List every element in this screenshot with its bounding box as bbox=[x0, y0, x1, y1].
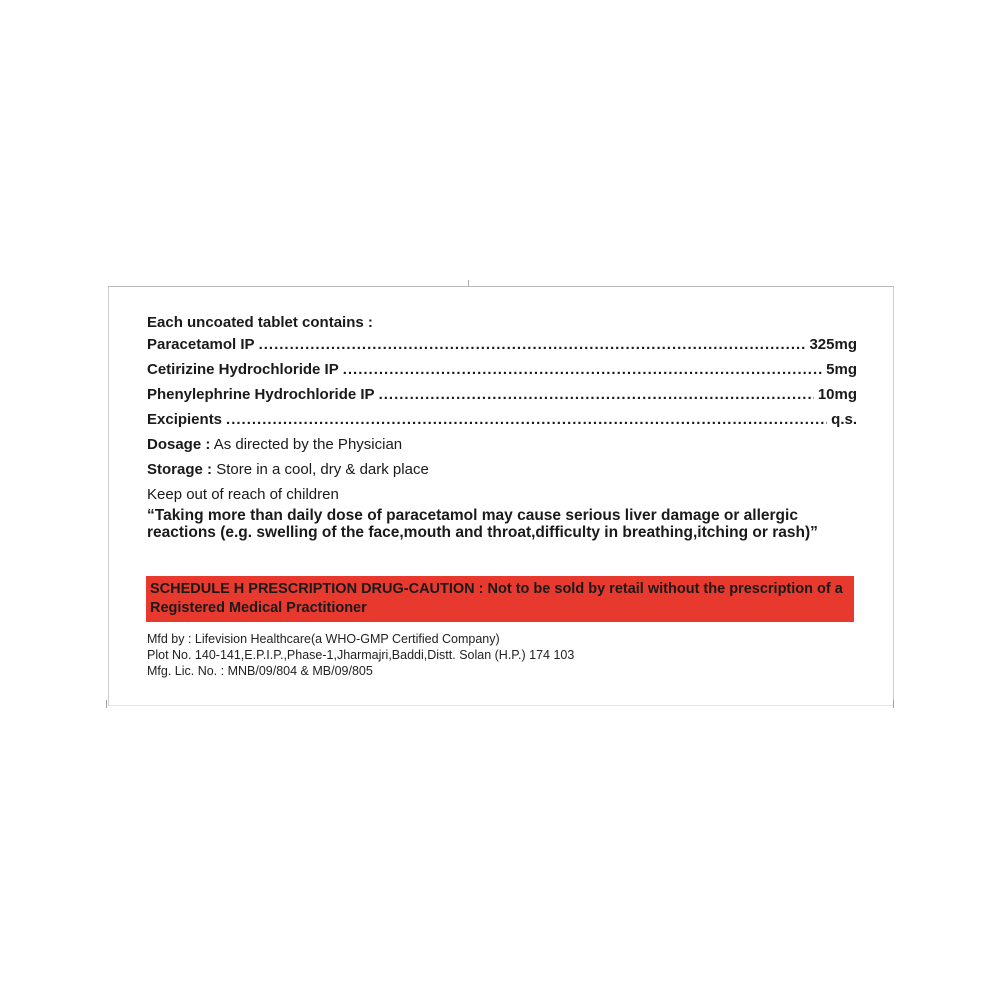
dot-leader bbox=[259, 336, 806, 354]
manufacturing-license: Mfg. Lic. No. : MNB/09/804 & MB/09/805 bbox=[147, 664, 373, 678]
storage-label: Storage : bbox=[147, 461, 213, 478]
ingredient-amount: 5mg bbox=[826, 361, 857, 378]
dosage-value: As directed by the Physician bbox=[213, 436, 403, 453]
dosage-row bbox=[147, 436, 857, 461]
ingredient-name: Cetirizine Hydrochloride IP bbox=[147, 361, 339, 378]
ingredient-amount: 10mg bbox=[817, 386, 857, 403]
dot-leader bbox=[379, 386, 814, 404]
ingredient-row-cetirizine bbox=[147, 361, 857, 386]
manufacturer-address: Plot No. 140-141,E.P.I.P.,Phase-1,Jharmajri,Baddi,Distt. Solan (H.P.) 174 103 bbox=[147, 648, 575, 662]
crop-mark-right bbox=[893, 700, 894, 708]
composition-section bbox=[147, 314, 857, 541]
dot-leader bbox=[226, 411, 827, 429]
keep-out-of-reach-note: Keep out of reach of children bbox=[147, 486, 339, 503]
composition-heading: Each uncoated tablet contains : bbox=[147, 314, 373, 331]
ingredient-row-paracetamol bbox=[147, 336, 857, 361]
ingredient-row-phenylephrine bbox=[147, 386, 857, 411]
storage-row bbox=[147, 461, 857, 486]
ingredient-name: Phenylephrine Hydrochloride IP bbox=[147, 386, 375, 403]
ingredient-name: Excipients bbox=[147, 411, 223, 428]
ingredient-amount: q.s. bbox=[831, 411, 857, 428]
storage-value: Store in a cool, dry & dark place bbox=[216, 461, 429, 478]
manufacturer-info bbox=[147, 631, 847, 679]
schedule-h-caution-banner bbox=[146, 576, 854, 622]
ingredient-row-excipients bbox=[147, 411, 857, 436]
manufacturer-line: Mfd by : Lifevision Healthcare(a WHO-GMP Certified Company) bbox=[147, 632, 500, 646]
crop-mark-left bbox=[106, 700, 107, 708]
ingredient-name: Paracetamol IP bbox=[147, 336, 255, 353]
caution-text: SCHEDULE H PRESCRIPTION DRUG-CAUTION : Not to be sold by retail without the prescription of a Registered Medical Practitioner bbox=[150, 581, 843, 616]
ingredient-amount: 325mg bbox=[809, 336, 857, 353]
paracetamol-warning: “Taking more than daily dose of paracetamol may cause serious liver damage or allergic reactions (e.g. swelling of the face,mouth and throat,difficulty in breathing,itching or rash)” bbox=[147, 507, 818, 541]
dosage-label: Dosage : bbox=[147, 436, 211, 453]
dot-leader bbox=[343, 361, 822, 379]
